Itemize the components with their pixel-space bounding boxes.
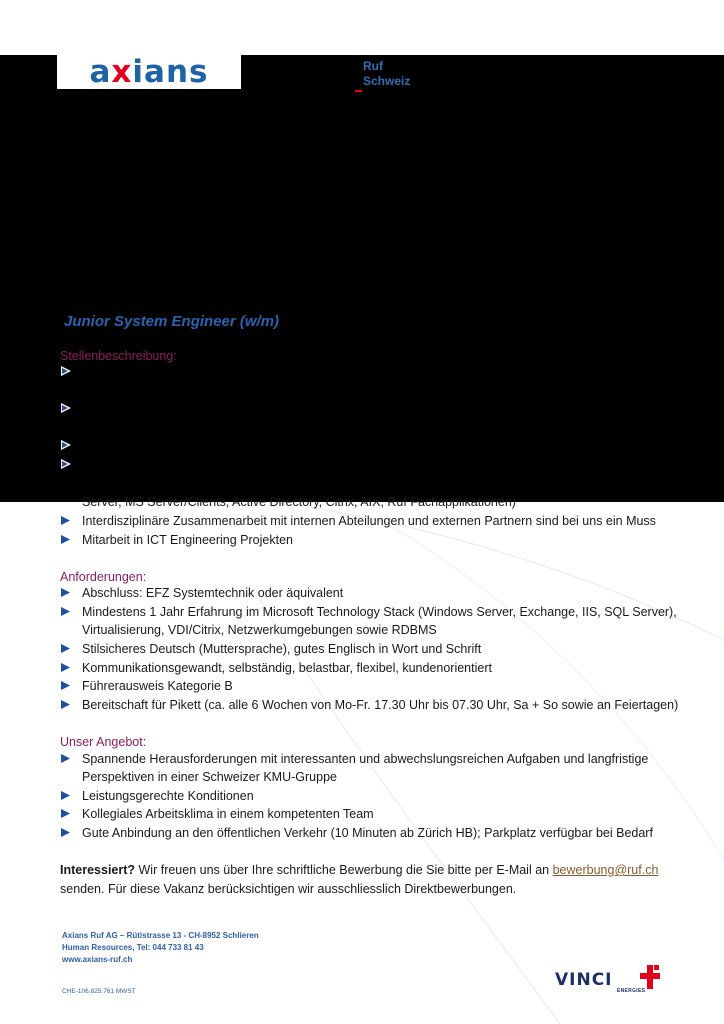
requirement-item-continued: Virtualisierung, VDI/Citrix, Netzwerkumgebungen sowie RDBMS — [82, 623, 437, 637]
bullet-icon — [61, 754, 70, 763]
requirement-item: Mindestens 1 Jahr Erfahrung im Microsoft Technology Stack (Windows Server, Exchange, IIS, SQL Server), — [82, 605, 677, 619]
footer-hr-phone: Human Resources, Tel: 044 733 81 43 — [62, 943, 204, 952]
job-title: Junior System Engineer (w/m) — [64, 313, 280, 330]
bullet-arrow-icon — [61, 440, 71, 450]
bullet-icon — [61, 681, 70, 690]
bullet-arrow-icon — [61, 403, 71, 413]
offer-item: Leistungsgerechte Konditionen — [82, 789, 254, 803]
description-partial-line: Server, MS Server/Clients, Active Directory, Citrix, AIX, Ruf Fachapplikationen) — [82, 495, 516, 509]
bullet-icon — [61, 516, 70, 525]
email-link[interactable]: bewerbung@ruf.ch — [552, 863, 659, 877]
bullet-icon — [61, 607, 70, 616]
company-name-line1: Ruf — [363, 59, 383, 73]
requirement-item: Führerausweis Kategorie B — [82, 679, 233, 693]
requirement-item: Bereitschaft für Pikett (ca. alle 6 Wochen von Mo-Fr. 17.30 Uhr bis 07.30 Uhr, Sa + So sowie an Feiertagen) — [82, 698, 679, 712]
description-item: Mitarbeit in ICT Engineering Projekten — [82, 533, 293, 547]
footer-vat-number: CHE-106.825.761 MWST — [62, 988, 136, 995]
requirement-item: Stilsicheres Deutsch (Muttersprache), gutes Englisch in Wort und Schrift — [82, 642, 482, 656]
offer-item: Spannende Herausforderungen mit interessanten und abwechslungsreichen Aufgaben und langfristige — [82, 752, 649, 766]
vinci-subtitle: ENERGIES — [617, 988, 646, 994]
bullet-arrow-icon — [61, 459, 71, 469]
bullet-icon — [61, 663, 70, 672]
vinci-cross-icon — [639, 963, 661, 993]
footer-address: Axians Ruf AG – Rütistrasse 13 - CH-8952 Schlieren — [62, 931, 259, 940]
redacted-block — [0, 55, 724, 502]
company-name-line2: Schweiz — [363, 74, 411, 88]
requirement-item: Abschluss: EFZ Systemtechnik oder äquivalent — [82, 586, 344, 600]
bullet-arrow-icon — [61, 366, 71, 376]
offer-item: Gute Anbindung an den öffentlichen Verkehr (10 Minuten ab Zürich HB); Parkplatz verfügbar bei Bedarf — [82, 826, 653, 840]
offer-heading: Unser Angebot: — [60, 735, 147, 749]
requirements-heading: Anforderungen: — [60, 570, 147, 584]
description-heading: Stellenbeschreibung: — [60, 349, 177, 363]
outro-line1 — [60, 862, 658, 878]
bullet-icon — [61, 809, 70, 818]
bullet-icon — [61, 828, 70, 837]
bullet-icon — [61, 535, 70, 544]
bullet-icon — [61, 700, 70, 709]
outro-line2: senden. Für diese Vakanz berücksichtigen wir ausschliesslich Direktbewerbungen. — [60, 882, 517, 896]
description-item: Interdisziplinäre Zusammenarbeit mit internen Abteilungen und externen Partnern sind bei uns ein Muss — [82, 514, 656, 528]
bullet-icon — [61, 791, 70, 800]
vinci-energies-logo — [555, 963, 665, 997]
offer-item: Kollegiales Arbeitsklima in einem kompetenten Team — [82, 807, 374, 821]
axians-logo: axians — [57, 55, 241, 89]
footer-website[interactable]: www.axians-ruf.ch — [62, 955, 133, 964]
requirement-item: Kommunikationsgewandt, selbständig, belastbar, flexibel, kundenorientiert — [82, 661, 492, 675]
offer-item-continued: Perspektiven in einer Schweizer KMU-Gruppe — [82, 770, 337, 784]
outro-text: Wir freuen uns über Ihre schriftliche Bewerbung die Sie bitte per E-Mail an — [135, 863, 553, 877]
outro-lead: Interessiert? — [60, 863, 136, 877]
vinci-wordmark: VINCI — [555, 970, 613, 990]
bullet-icon — [61, 644, 70, 653]
red-dash-mark — [355, 90, 362, 92]
bullet-icon — [61, 588, 70, 597]
